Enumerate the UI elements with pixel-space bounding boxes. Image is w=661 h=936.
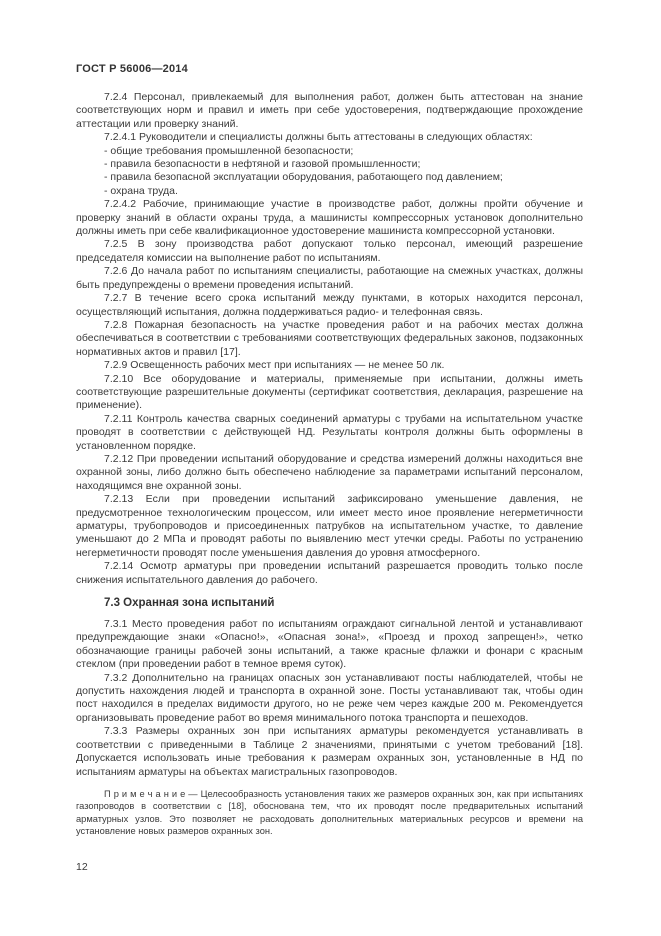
document-header <box>76 63 583 75</box>
paragraph: 7.2.7 В течение всего срока испытаний между пунктами, в которых находится персонал, осуществляющий испытания, должна поддерживаться радио- и телефонная связь. <box>76 292 583 318</box>
paragraph: 7.2.13 Если при проведении испытаний зафиксировано уменьшение давления, не предусмотренное технологическим процессом, или имеет место иное проявление негерметичности арматуры, трубопроводов и присоединенных патрубков на испытательном участке, то давление уменьшают до 2 МПа и проводят работы по выявлению мест утечки среды. Работы по устранению негерметичности проводят после уменьшения давления до уровня атмосферного. <box>76 493 583 559</box>
paragraph: 7.2.8 Пожарная безопасность на участке проведения работ и на рабочих местах должна обеспечиваться в соответствии с требованиями соответствующих федеральных законов, подзаконных нормативных актов и правил [17]. <box>76 318 583 358</box>
paragraph: 7.2.4.1 Руководители и специалисты должны быть аттестованы в следующих областях: <box>104 131 533 144</box>
standard-designation: ГОСТ Р 56006—2014 <box>76 63 188 75</box>
paragraph: 7.2.4 Персонал, привлекаемый для выполнения работ, должен быть аттестован на знание соответствующих норм и правил и иметь при себе удостоверения, подтверждающие прохождение аттестации или проверку знаний. <box>76 91 583 130</box>
paragraph: - общие требования промышленной безопасности; <box>104 144 354 157</box>
paragraph: - правила безопасной эксплуатации оборудования, работающего под давлением; <box>104 171 503 184</box>
document-content <box>76 91 583 838</box>
paragraph: 7.2.5 В зону производства работ допускают только персонал, имеющий разрешение председателя комиссии на выполнение работ по испытаниям. <box>76 238 583 264</box>
paragraph: 7.2.4.2 Рабочие, принимающие участие в производстве работ, должны пройти обучение и проверку знаний в области охраны труда, а машинисты компрессорных установок дополнительно должны иметь при себе квалификационное удостоверение машиниста компрессорной установки. <box>76 198 583 238</box>
paragraph: 7.2.6 До начала работ по испытаниям специалисты, работающие на смежных участках, должны быть предупреждены о времени проведения испытаний. <box>76 265 583 291</box>
section-heading: 7.3 Охранная зона испытаний <box>104 597 275 610</box>
page-number: 12 <box>76 860 88 873</box>
paragraph: 7.2.10 Все оборудование и материалы, применяемые при испытании, должны иметь соответствующие разрешительные документы (сертификат соответствия, декларация, разрешение на применение). <box>76 372 583 412</box>
paragraph: П р и м е ч а н и е — Целесообразность установления таких же размеров охранных зон, как при испытаниях газопроводов в соответствии с [18], обоснована тем, что их проводят после предварительных испытаний арматурных узлов. Это позволяет не расходовать дополнительных материальных ресурсов и времени на установление новых размеров охранных зон. <box>76 788 583 837</box>
paragraph: 7.3.1 Место проведения работ по испытаниям ограждают сигнальной лентой и устанавливают предупреждающие знаки «Опасно!», «Опасная зона!», «Проезд и проход запрещен!», четко обозначающие границы рабочей зоны испытаний, а также красные флажки и фонари с красным стеклом (при проведении работ в темное время суток). <box>76 618 583 671</box>
page-footer <box>76 861 583 873</box>
paragraph: - правила безопасности в нефтяной и газовой промышленности; <box>104 158 421 171</box>
paragraph: 7.2.11 Контроль качества сварных соединений арматуры с трубами на испытательном участке проводят в соответствии с действующей НД. Результаты контроля должны быть оформлены в установленном порядке. <box>76 412 583 452</box>
paragraph: 7.3.3 Размеры охранных зон при испытаниях арматуры рекомендуется устанавливать в соответствии с приведенными в Таблице 2 значениями, принятыми с учетом требований [18]. Допускается использовать иные требования к размерам охранных зон, установленные в НД по испытаниям арматуры на объектах магистральных газопроводов. <box>76 725 583 778</box>
paragraph: - охрана труда. <box>104 184 178 197</box>
paragraph: 7.2.12 При проведении испытаний оборудование и средства измерений должны находиться вне охранной зоны, либо должно быть обеспечено наблюдение за параметрами испытаний персоналом, находящимся вне охранной зоны. <box>76 452 583 492</box>
paragraph: 7.2.14 Осмотр арматуры при проведении испытаний разрешается проводить только после снижения испытательного давления до рабочего. <box>76 560 583 586</box>
paragraph: 7.3.2 Дополнительно на границах опасных зон устанавливают посты наблюдателей, чтобы не допустить нахождения людей и транспорта в охранной зоне. Посты устанавливают так, чтобы один пост находился в пределах видимости другого, но не реже чем через каждые 200 м. Рекомендуется организовывать проведение работ во время минимального потока транспорта и пешеходов. <box>76 671 583 724</box>
paragraph: 7.2.9 Освещенность рабочих мест при испытаниях — не менее 50 лк. <box>104 359 445 372</box>
